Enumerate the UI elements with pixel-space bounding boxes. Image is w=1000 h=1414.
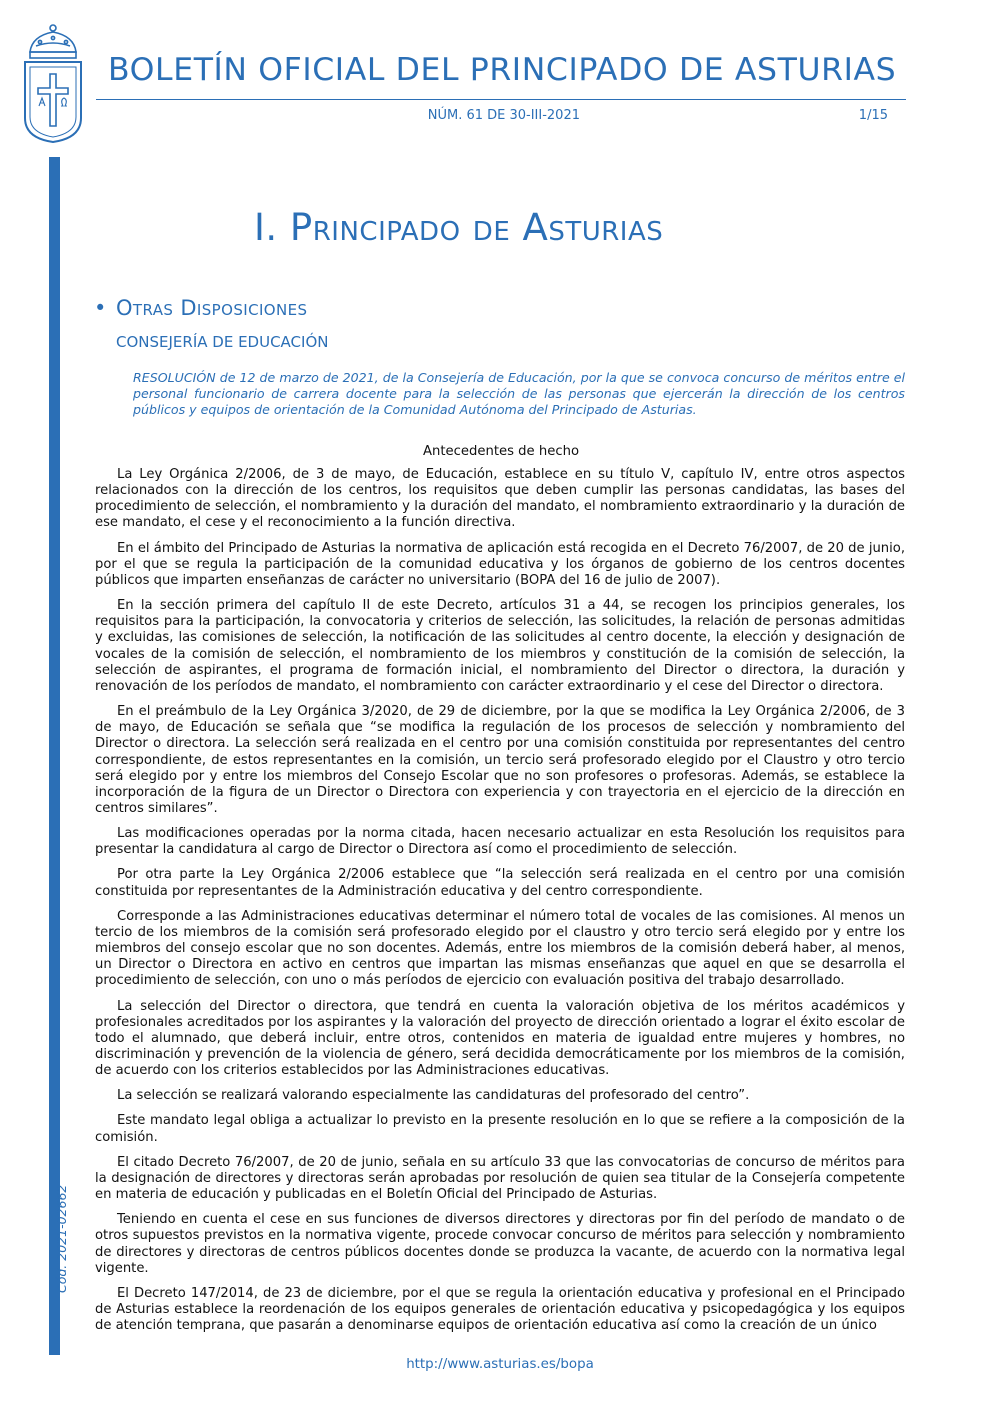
paragraph: La selección se realizará valorando especialmente las candidaturas del profesorado del centro”. (117, 1088, 750, 1104)
section-title: I. Principado de Asturias (254, 206, 664, 249)
paragraph: Corresponde a las Administraciones educativas determinar el número total de vocales de las comisiones. Al menos un tercio de los miembros de la comisión será profesorado elegido por el claustro y otro tercio será elegido por y entre los miembros del consejo escolar que no son docentes. Además, entre los miembros de la comisión deberá haber, al menos, un Director o Directora en activo en centros que impartan las mismas enseñanzas que aquel en que se desarrolla el procedimiento de selección, con uno o más períodos de ejercicio con evaluación positiva del trabajo desarrollado. (95, 908, 905, 989)
side-margin-bar (49, 157, 60, 1355)
subsection-label: Otras Disposiciones (116, 296, 308, 320)
footer-link[interactable]: http://www.asturias.es/bopa (406, 1357, 594, 1372)
page-number: 1/15 (858, 108, 888, 123)
paragraph: En el ámbito del Principado de Asturias la normativa de aplicación está recogida en el Decreto 76/2007, de 20 de junio, por el que se regula la participación de la comunidad educativa y los órganos de gobierno de los centros docentes públicos que imparten enseñanzas de carácter no universitario (BOPA del 16 de julio de 2007). (95, 540, 905, 588)
resolution-summary: RESOLUCIÓN de 12 de marzo de 2021, de la Consejería de Educación, por la que se convoca concurso de méritos entre el personal funcionario de carrera docente para la selección de las personas que ejercerán la dirección de los centros públicos y equipos de orientación de la Comunidad Autónoma del Principado de Asturias. (133, 370, 905, 417)
document-code: Cód. 2021-02662 (54, 1184, 69, 1293)
issue-number: NÚM. 61 DE 30-III-2021 (427, 108, 580, 123)
paragraph: La Ley Orgánica 2/2006, de 3 de mayo, de Educación, establece en su título V, capítulo IV, entre otros aspectos relacionados con la dirección de los centros, los requisitos que deben cumplir las personas candidatas, las bases del procedimiento de selección, el nombramiento y la duración del mandato, el nombramiento extraordinario y la duración de ese mandato, el cese y el reconocimiento a la función directiva. (95, 467, 905, 531)
paragraph: En la sección primera del capítulo II de este Decreto, artículos 31 a 44, se recogen los principios generales, los requisitos para la participación, la convocatoria y criterios de selección, las solicitudes, la relación de personas admitidas y excluidas, las comisiones de selección, la notificación de las solicitudes al centro docente, la elección y designación de vocales de la comisión de selección, el nombramiento de los miembros y constitución de la comisión de selección, la selección de aspirantes, el programa de formación inicial, el nombramiento del Director o directora, la duración y renovación de los períodos de mandato, el nombramiento con carácter extraordinario y el cese del Director o directora. (95, 598, 905, 694)
paragraph: Teniendo en cuenta el cese en sus funciones de diversos directores y directoras por fin del período de mandato o de otros supuestos previstos en la normativa vigente, procede convocar concurso de méritos para selección y nombramiento de directores y directoras de centros públicos docentes donde se produzca la vacante, de acuerdo con la normativa legal vigente. (95, 1212, 905, 1276)
body-text (95, 467, 905, 1343)
paragraph: El Decreto 147/2014, de 23 de diciembre, por el que se regula la orientación educativa y profesional en el Principado de Asturias establece la reordenación de los equipos generales de orientación educativa y psicopedagógica y los equipos de atención temprana, que pasarán a denominarse equipos de orientación educativa así como la creación de un único (95, 1285, 905, 1334)
asturias-coat-of-arms-icon (22, 22, 84, 144)
department-name: CONSEJERÍA DE EDUCACIÓN (116, 333, 329, 351)
header-divider (96, 99, 906, 100)
paragraph: En el preámbulo de la Ley Orgánica 3/2020, de 29 de diciembre, por la que se modifica la Ley Orgánica 2/2006, de 3 de mayo, de Educación se señala que “se modifica la regulación de los procesos de selección y nombramiento del Director o directora. La selección será realizada en el centro por una comisión constituida por representantes del centro correspondiente, de estos representantes en la comisión, un tercio será profesorado elegido por el Claustro y otro tercio será elegido por y entre los miembros del Consejo Escolar que no son profesores o profesoras. Además, se establece la incorporación de la figura de un Director o Directora con experiencia y con trayectoria en el ejercicio de la dirección en centros similares”. (95, 704, 905, 816)
antecedentes-heading: Antecedentes de hecho (422, 444, 580, 459)
paragraph: Este mandato legal obliga a actualizar lo previsto en la presente resolución en lo que se refiere a la composición de la comisión. (95, 1113, 905, 1145)
paragraph: La selección del Director o directora, que tendrá en cuenta la valoración objetiva de los méritos académicos y profesionales acreditados por los aspirantes y la valoración del proyecto de dirección orientado a lograr el éxito escolar de todo el alumnado, que deberá incluir, entre otros, contenidos en materia de igualdad entre mujeres y hombres, no discriminación y prevención de la violencia de género, será decidida democráticamente por los miembros de la comisión, de acuerdo con los criterios establecidos por las Administraciones educativas. (95, 998, 905, 1079)
bulletin-title: BOLETÍN OFICIAL DEL PRINCIPADO DE ASTURIAS (108, 52, 897, 88)
paragraph: Por otra parte la Ley Orgánica 2/2006 establece que “la selección será realizada en el centro por una comisión constituida por representantes de la Administración educativa y del centro correspondiente. (95, 867, 905, 899)
subsection-heading (94, 296, 307, 320)
paragraph: El citado Decreto 76/2007, de 20 de junio, señala en su artículo 33 que las convocatorias de concurso de méritos para la designación de directores y directoras serán aprobadas por resolución de quien sea titular de la Consejería competente en materia de educación y publicadas en el Boletín Oficial del Principado de Asturias. (95, 1154, 905, 1203)
bullet-icon: • (94, 296, 107, 320)
paragraph: Las modificaciones operadas por la norma citada, hacen necesario actualizar en esta Resolución los requisitos para presentar la candidatura al cargo de Director o Directora así como el procedimiento de selección. (95, 826, 905, 858)
